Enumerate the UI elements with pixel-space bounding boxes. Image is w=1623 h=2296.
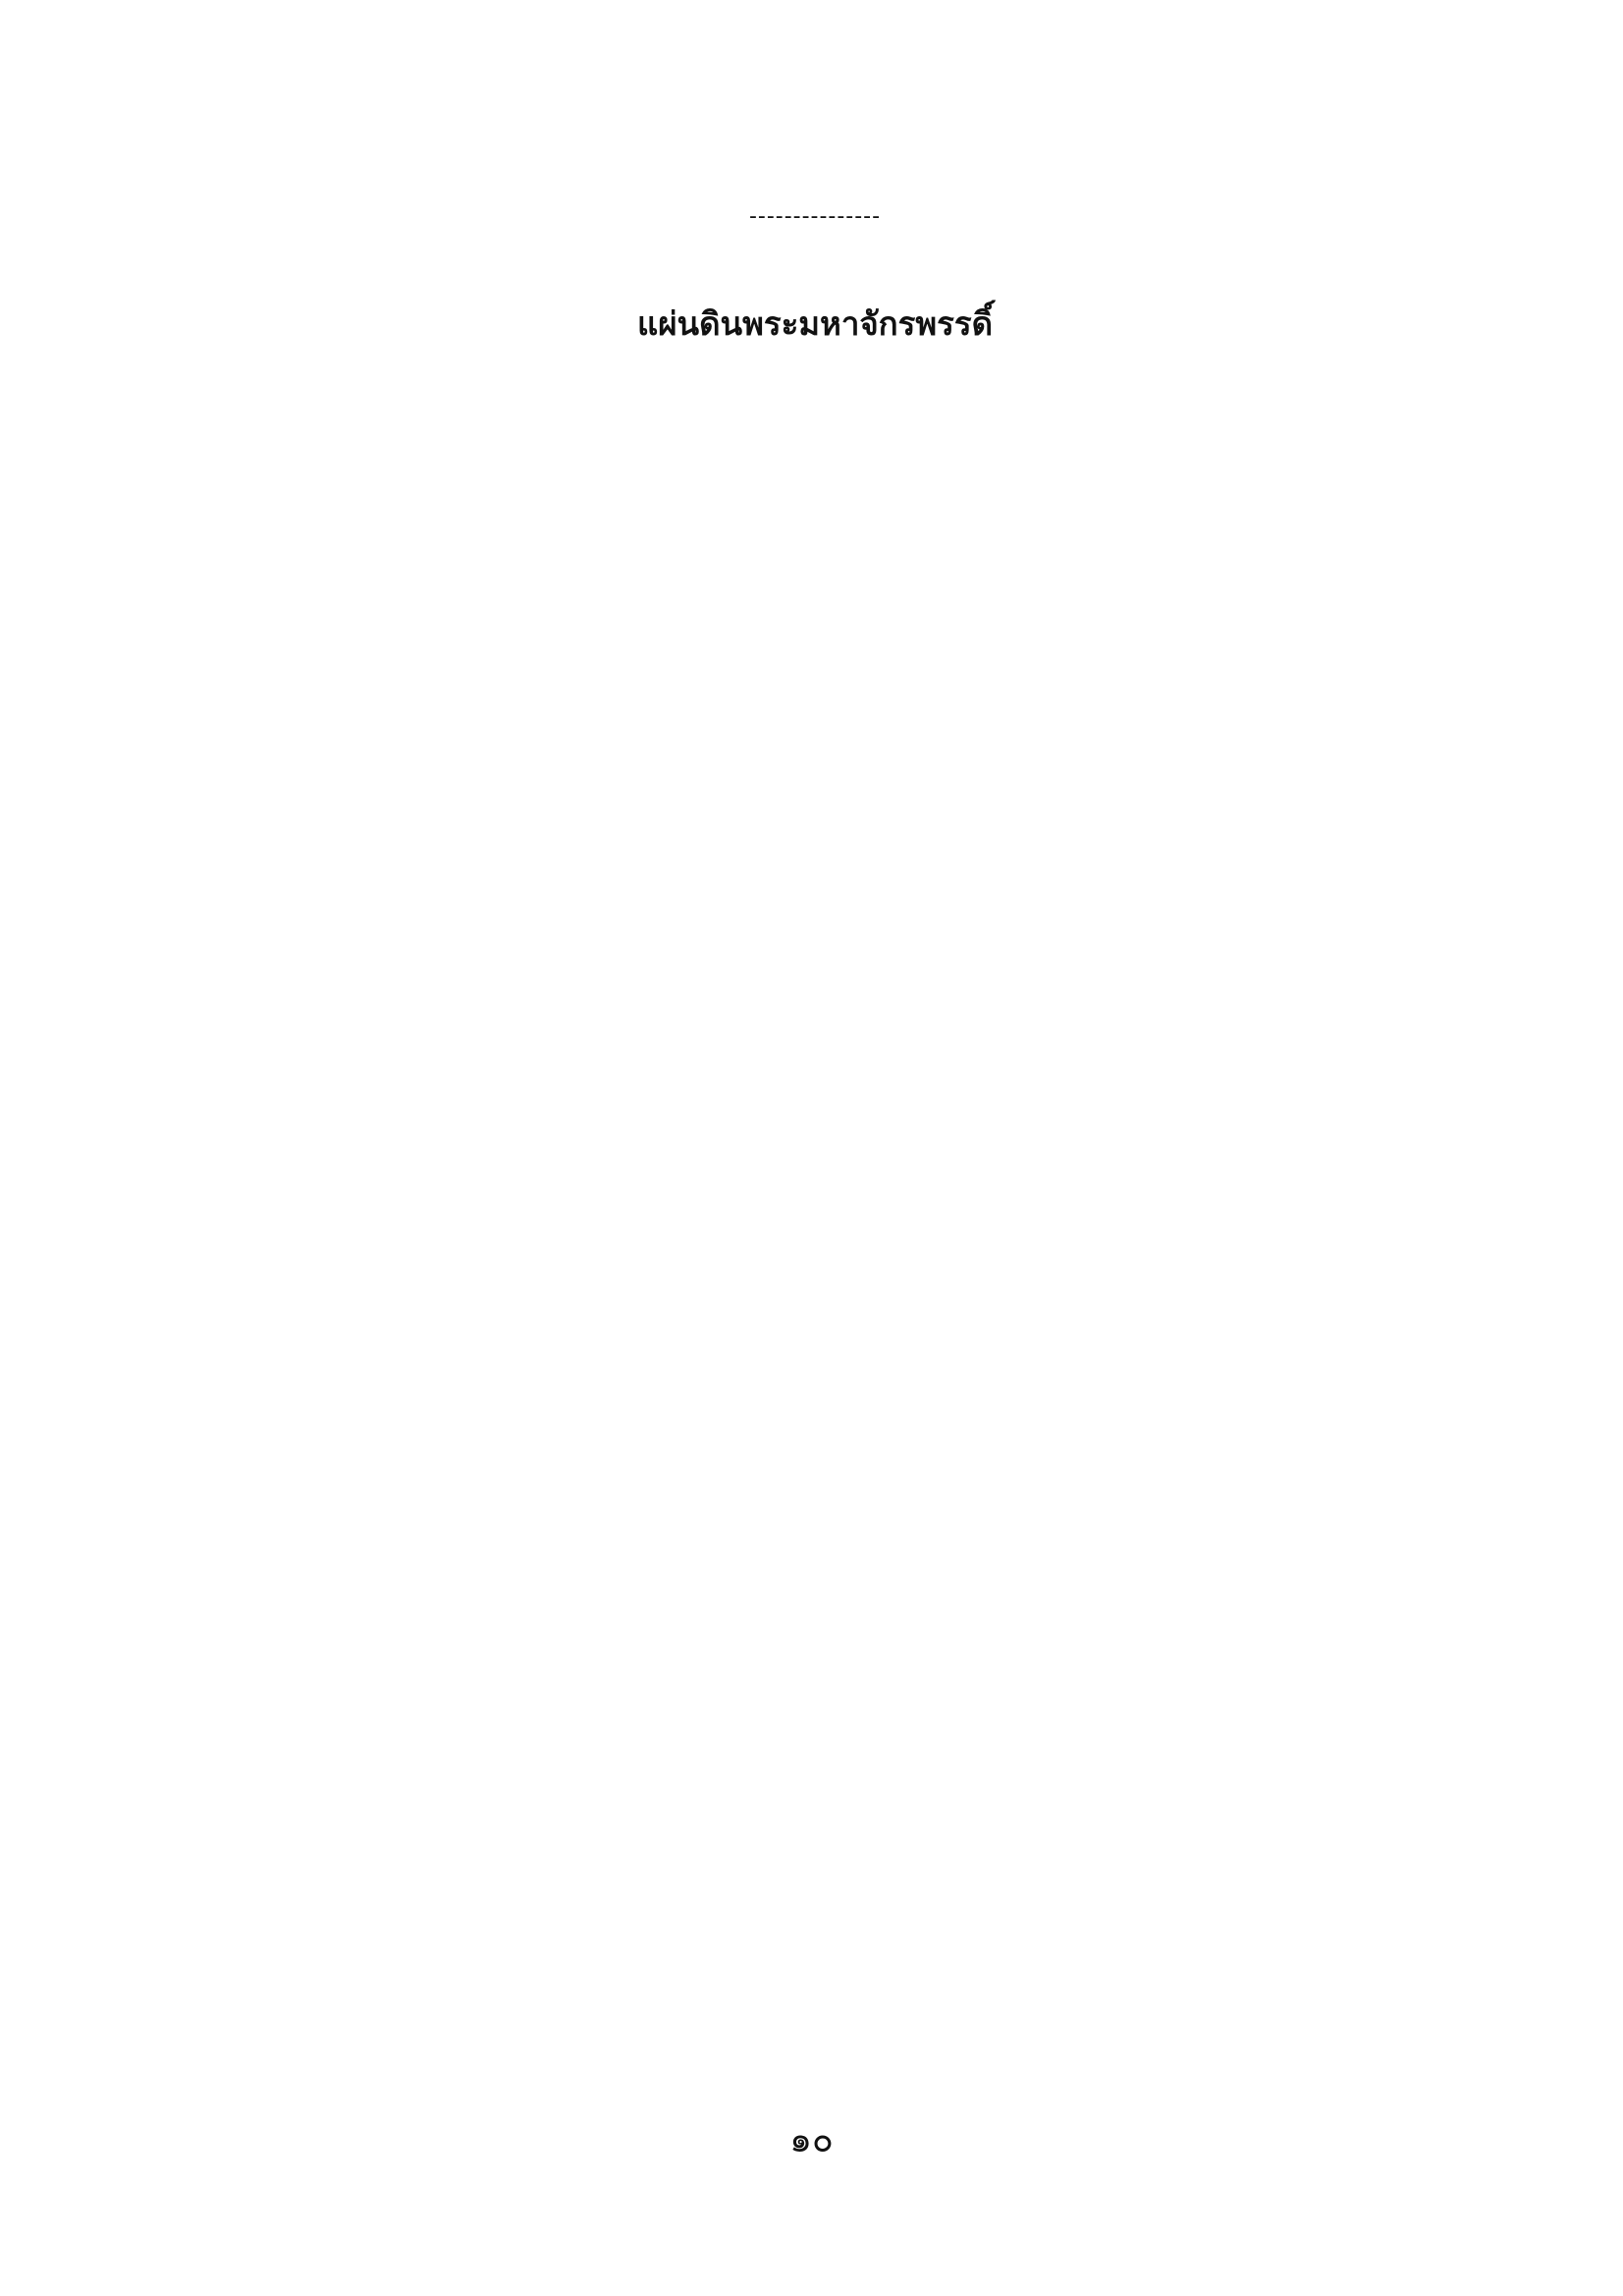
document-page <box>201 196 1429 383</box>
page-number: ๑๐ <box>789 2120 834 2160</box>
section-heading: แผ่นดินพระมหาจักรพรรดิ์ <box>636 304 994 343</box>
section-divider: --------------- <box>748 204 882 229</box>
